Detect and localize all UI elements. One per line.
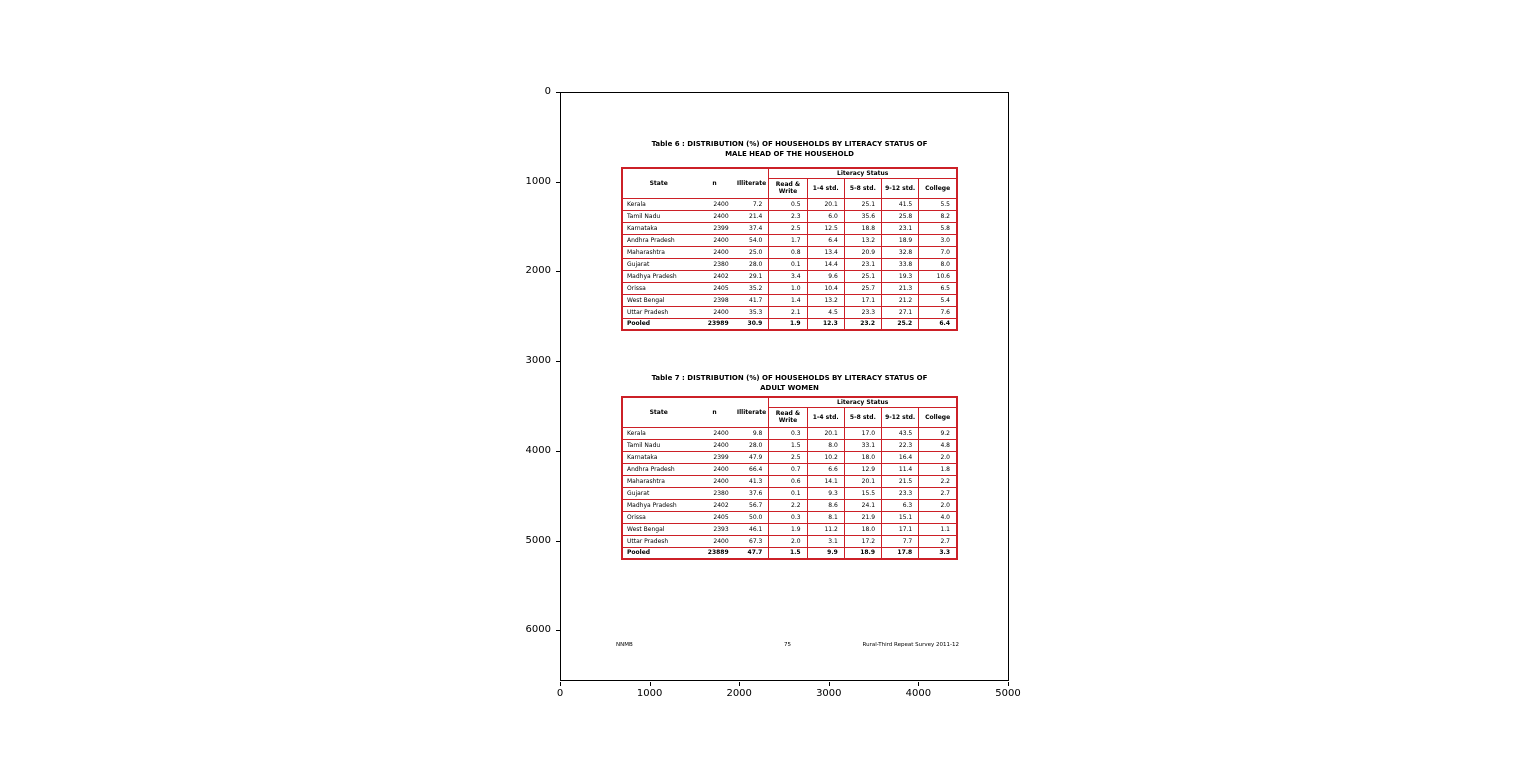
value-cell: 0.8 (769, 246, 807, 258)
value-cell: 12.9 (844, 463, 881, 475)
value-cell: 7.2 (735, 198, 769, 210)
table7-body (622, 427, 957, 559)
value-cell: 4.5 (807, 306, 844, 318)
col-header-college: College (919, 178, 957, 198)
value-cell: 32.8 (882, 246, 919, 258)
page-footer (616, 642, 959, 652)
value-cell: 16.4 (882, 451, 919, 463)
value-cell: 19.3 (882, 270, 919, 282)
table6-title (621, 140, 958, 159)
value-cell: 1.8 (919, 463, 957, 475)
value-cell: 11.2 (807, 523, 844, 535)
table7-title-line1: Table 7 : DISTRIBUTION (%) OF HOUSEHOLDS BY LITERACY STATUS OF (651, 374, 928, 382)
value-cell: 9.3 (807, 487, 844, 499)
value-cell: 2.3 (769, 210, 807, 222)
x-axis-ticks (556, 682, 1021, 702)
plot-axes (560, 92, 1009, 681)
value-cell: 54.0 (735, 234, 769, 246)
table6-literacy-male-head (621, 167, 958, 331)
table-row (622, 234, 957, 246)
value-cell: 4.8 (919, 439, 957, 451)
value-cell: 6.6 (807, 463, 844, 475)
value-cell: 15.5 (844, 487, 881, 499)
x-tick-mark (650, 682, 651, 686)
value-cell: 8.1 (807, 511, 844, 523)
value-cell: 3.1 (807, 535, 844, 547)
value-cell: 2.5 (769, 451, 807, 463)
x-tick-mark (829, 682, 830, 686)
value-cell: 5.4 (919, 294, 957, 306)
value-cell: 20.1 (807, 198, 844, 210)
value-cell: 20.1 (844, 475, 881, 487)
x-tick-mark (918, 682, 919, 686)
value-cell: 9.9 (807, 547, 844, 559)
value-cell: 0.3 (769, 511, 807, 523)
table7-title-line2: ADULT WOMEN (760, 383, 819, 392)
value-cell: 28.0 (735, 258, 769, 270)
value-cell: 1.7 (769, 234, 807, 246)
y-tick-label: 2000 (525, 265, 551, 277)
value-cell: 17.0 (844, 427, 881, 439)
state-cell: Andhra Pradesh (622, 234, 694, 246)
table-row (622, 547, 957, 559)
group-header-literacy-status: Literacy Status (769, 397, 957, 407)
value-cell: 50.0 (735, 511, 769, 523)
state-cell: Uttar Pradesh (622, 306, 694, 318)
table-row (622, 523, 957, 535)
value-cell: 4.0 (919, 511, 957, 523)
value-cell: 21.9 (844, 511, 881, 523)
col-header-5-8-std: 5-8 std. (844, 178, 881, 198)
value-cell: 8.2 (919, 210, 957, 222)
value-cell: 2400 (694, 463, 734, 475)
value-cell: 30.9 (735, 318, 769, 330)
table7-literacy-adult-women (621, 396, 958, 560)
value-cell: 25.1 (844, 198, 881, 210)
value-cell: 15.1 (882, 511, 919, 523)
value-cell: 2.7 (919, 535, 957, 547)
x-tick-mark (560, 682, 561, 686)
value-cell: 5.8 (919, 222, 957, 234)
table7-header (622, 397, 957, 427)
value-cell: 14.1 (807, 475, 844, 487)
state-cell: Uttar Pradesh (622, 535, 694, 547)
table-row (622, 210, 957, 222)
value-cell: 25.1 (844, 270, 881, 282)
value-cell: 25.0 (735, 246, 769, 258)
value-cell: 10.4 (807, 282, 844, 294)
value-cell: 2399 (694, 451, 734, 463)
table-row (622, 246, 957, 258)
col-header-read-write: Read & Write (769, 407, 807, 427)
value-cell: 22.3 (882, 439, 919, 451)
value-cell: 28.0 (735, 439, 769, 451)
value-cell: 6.4 (919, 318, 957, 330)
value-cell: 17.1 (844, 294, 881, 306)
value-cell: 17.2 (844, 535, 881, 547)
value-cell: 8.6 (807, 499, 844, 511)
x-tick-label: 1000 (636, 688, 663, 699)
col-header-5-8-std: 5-8 std. (844, 407, 881, 427)
value-cell: 37.6 (735, 487, 769, 499)
state-cell: Karnataka (622, 222, 694, 234)
value-cell: 2400 (694, 246, 734, 258)
y-axis-ticks (504, 86, 560, 652)
value-cell: 18.0 (844, 523, 881, 535)
col-header-n: n (694, 397, 734, 427)
value-cell: 6.0 (807, 210, 844, 222)
table-row (622, 306, 957, 318)
value-cell: 8.0 (919, 258, 957, 270)
value-cell: 10.2 (807, 451, 844, 463)
value-cell: 2393 (694, 523, 734, 535)
value-cell: 3.0 (919, 234, 957, 246)
state-cell: Kerala (622, 198, 694, 210)
value-cell: 2400 (694, 439, 734, 451)
value-cell: 13.4 (807, 246, 844, 258)
value-cell: 35.2 (735, 282, 769, 294)
y-tick-label: 5000 (525, 534, 551, 546)
value-cell: 23.2 (844, 318, 881, 330)
value-cell: 46.1 (735, 523, 769, 535)
y-tick-label: 6000 (525, 624, 551, 636)
value-cell: 2.5 (769, 222, 807, 234)
state-cell: Orissa (622, 282, 694, 294)
table-row (622, 535, 957, 547)
state-cell: Orissa (622, 511, 694, 523)
state-cell: Kerala (622, 427, 694, 439)
x-tick-label: 2000 (726, 688, 752, 699)
state-cell: West Bengal (622, 523, 694, 535)
value-cell: 1.5 (769, 439, 807, 451)
value-cell: 23889 (694, 547, 734, 559)
table-row (622, 318, 957, 330)
value-cell: 2.0 (919, 499, 957, 511)
value-cell: 41.3 (735, 475, 769, 487)
value-cell: 41.7 (735, 294, 769, 306)
value-cell: 27.1 (882, 306, 919, 318)
table-row (622, 487, 957, 499)
value-cell: 1.9 (769, 523, 807, 535)
value-cell: 0.3 (769, 427, 807, 439)
state-cell: Gujarat (622, 258, 694, 270)
value-cell: 1.9 (769, 318, 807, 330)
value-cell: 2.1 (769, 306, 807, 318)
value-cell: 41.5 (882, 198, 919, 210)
table-row (622, 270, 957, 282)
value-cell: 8.0 (807, 439, 844, 451)
y-tick-label: 1000 (525, 175, 551, 187)
x-tick-label: 3000 (816, 688, 842, 699)
footer-page-number: 75 (784, 642, 791, 648)
col-header-read-write: Read & Write (769, 178, 807, 198)
col-header-state: State (622, 397, 694, 427)
table-row (622, 282, 957, 294)
x-tick-label: 4000 (905, 688, 932, 699)
value-cell: 25.2 (882, 318, 919, 330)
value-cell: 35.3 (735, 306, 769, 318)
table-row (622, 294, 957, 306)
value-cell: 2.7 (919, 487, 957, 499)
value-cell: 9.2 (919, 427, 957, 439)
col-header-9-12-std: 9-12 std. (882, 407, 919, 427)
col-header-college: College (919, 407, 957, 427)
value-cell: 25.7 (844, 282, 881, 294)
value-cell: 67.3 (735, 535, 769, 547)
state-cell: Karnataka (622, 451, 694, 463)
x-tick-mark (739, 682, 740, 686)
value-cell: 2400 (694, 210, 734, 222)
value-cell: 1.4 (769, 294, 807, 306)
value-cell: 23.1 (844, 258, 881, 270)
value-cell: 21.5 (882, 475, 919, 487)
value-cell: 37.4 (735, 222, 769, 234)
col-header-1-4-std: 1-4 std. (807, 407, 844, 427)
value-cell: 21.4 (735, 210, 769, 222)
value-cell: 2.2 (769, 499, 807, 511)
value-cell: 47.9 (735, 451, 769, 463)
value-cell: 6.3 (882, 499, 919, 511)
value-cell: 2.0 (919, 451, 957, 463)
state-cell: West Bengal (622, 294, 694, 306)
value-cell: 2400 (694, 427, 734, 439)
table6-title-line2: MALE HEAD OF THE HOUSEHOLD (725, 149, 854, 158)
value-cell: 25.8 (882, 210, 919, 222)
col-header-illiterate: Illiterate (735, 397, 769, 427)
value-cell: 0.1 (769, 258, 807, 270)
state-cell: Madhya Pradesh (622, 270, 694, 282)
value-cell: 2402 (694, 499, 734, 511)
value-cell: 2402 (694, 270, 734, 282)
value-cell: 9.8 (735, 427, 769, 439)
value-cell: 18.9 (844, 547, 881, 559)
state-cell: Madhya Pradesh (622, 499, 694, 511)
value-cell: 29.1 (735, 270, 769, 282)
value-cell: 2400 (694, 306, 734, 318)
group-header-literacy-status: Literacy Status (769, 168, 957, 178)
value-cell: 7.0 (919, 246, 957, 258)
value-cell: 21.2 (882, 294, 919, 306)
value-cell: 2405 (694, 282, 734, 294)
y-tick-label: 0 (544, 86, 551, 97)
x-tick-label: 0 (556, 688, 564, 699)
value-cell: 2.2 (919, 475, 957, 487)
value-cell: 2380 (694, 258, 734, 270)
value-cell: 66.4 (735, 463, 769, 475)
value-cell: 47.7 (735, 547, 769, 559)
table-row (622, 198, 957, 210)
table-row (622, 222, 957, 234)
table-row (622, 439, 957, 451)
value-cell: 23.1 (882, 222, 919, 234)
value-cell: 2405 (694, 511, 734, 523)
table-row (622, 463, 957, 475)
value-cell: 2400 (694, 198, 734, 210)
table7-title (621, 374, 958, 393)
value-cell: 2400 (694, 535, 734, 547)
value-cell: 1.0 (769, 282, 807, 294)
value-cell: 6.5 (919, 282, 957, 294)
value-cell: 21.3 (882, 282, 919, 294)
x-tick-mark (1008, 682, 1009, 686)
value-cell: 6.4 (807, 234, 844, 246)
value-cell: 2400 (694, 234, 734, 246)
value-cell: 18.9 (882, 234, 919, 246)
table-row (622, 499, 957, 511)
footer-survey-name: Rural-Third Repeat Survey 2011-12 (862, 642, 959, 648)
x-tick-label: 5000 (995, 688, 1021, 699)
value-cell: 23.3 (844, 306, 881, 318)
value-cell: 43.5 (882, 427, 919, 439)
footer-org: NNMB (616, 642, 633, 648)
state-cell: Tamil Nadu (622, 210, 694, 222)
col-header-9-12-std: 9-12 std. (882, 178, 919, 198)
table-row (622, 451, 957, 463)
value-cell: 1.5 (769, 547, 807, 559)
value-cell: 0.6 (769, 475, 807, 487)
document-page (561, 93, 1008, 680)
value-cell: 2380 (694, 487, 734, 499)
col-header-state: State (622, 168, 694, 198)
value-cell: 17.8 (882, 547, 919, 559)
y-tick-label: 3000 (525, 355, 551, 367)
table6-header (622, 168, 957, 198)
y-tick-label: 4000 (525, 444, 551, 456)
value-cell: 13.2 (844, 234, 881, 246)
col-header-1-4-std: 1-4 std. (807, 178, 844, 198)
table-row (622, 475, 957, 487)
value-cell: 20.9 (844, 246, 881, 258)
value-cell: 17.1 (882, 523, 919, 535)
value-cell: 18.0 (844, 451, 881, 463)
state-cell: Tamil Nadu (622, 439, 694, 451)
value-cell: 33.8 (882, 258, 919, 270)
table6-title-line1: Table 6 : DISTRIBUTION (%) OF HOUSEHOLDS BY LITERACY STATUS OF (651, 140, 928, 148)
state-cell: Gujarat (622, 487, 694, 499)
value-cell: 23.3 (882, 487, 919, 499)
value-cell: 20.1 (807, 427, 844, 439)
value-cell: 11.4 (882, 463, 919, 475)
value-cell: 18.8 (844, 222, 881, 234)
table-row (622, 511, 957, 523)
value-cell: 2.0 (769, 535, 807, 547)
value-cell: 12.3 (807, 318, 844, 330)
value-cell: 3.3 (919, 547, 957, 559)
col-header-n: n (694, 168, 734, 198)
value-cell: 7.7 (882, 535, 919, 547)
value-cell: 1.1 (919, 523, 957, 535)
value-cell: 7.6 (919, 306, 957, 318)
value-cell: 0.1 (769, 487, 807, 499)
table-row (622, 427, 957, 439)
value-cell: 2399 (694, 222, 734, 234)
value-cell: 0.7 (769, 463, 807, 475)
state-cell: Maharashtra (622, 475, 694, 487)
value-cell: 0.5 (769, 198, 807, 210)
state-cell: Pooled (622, 318, 694, 330)
state-cell: Maharashtra (622, 246, 694, 258)
state-cell: Andhra Pradesh (622, 463, 694, 475)
value-cell: 10.6 (919, 270, 957, 282)
value-cell: 14.4 (807, 258, 844, 270)
value-cell: 12.5 (807, 222, 844, 234)
value-cell: 2398 (694, 294, 734, 306)
col-header-illiterate: Illiterate (735, 168, 769, 198)
value-cell: 35.6 (844, 210, 881, 222)
value-cell: 56.7 (735, 499, 769, 511)
table6-body (622, 198, 957, 330)
value-cell: 2400 (694, 475, 734, 487)
value-cell: 9.6 (807, 270, 844, 282)
state-cell: Pooled (622, 547, 694, 559)
value-cell: 3.4 (769, 270, 807, 282)
value-cell: 24.1 (844, 499, 881, 511)
value-cell: 13.2 (807, 294, 844, 306)
value-cell: 33.1 (844, 439, 881, 451)
table-row (622, 258, 957, 270)
value-cell: 5.5 (919, 198, 957, 210)
value-cell: 23989 (694, 318, 734, 330)
